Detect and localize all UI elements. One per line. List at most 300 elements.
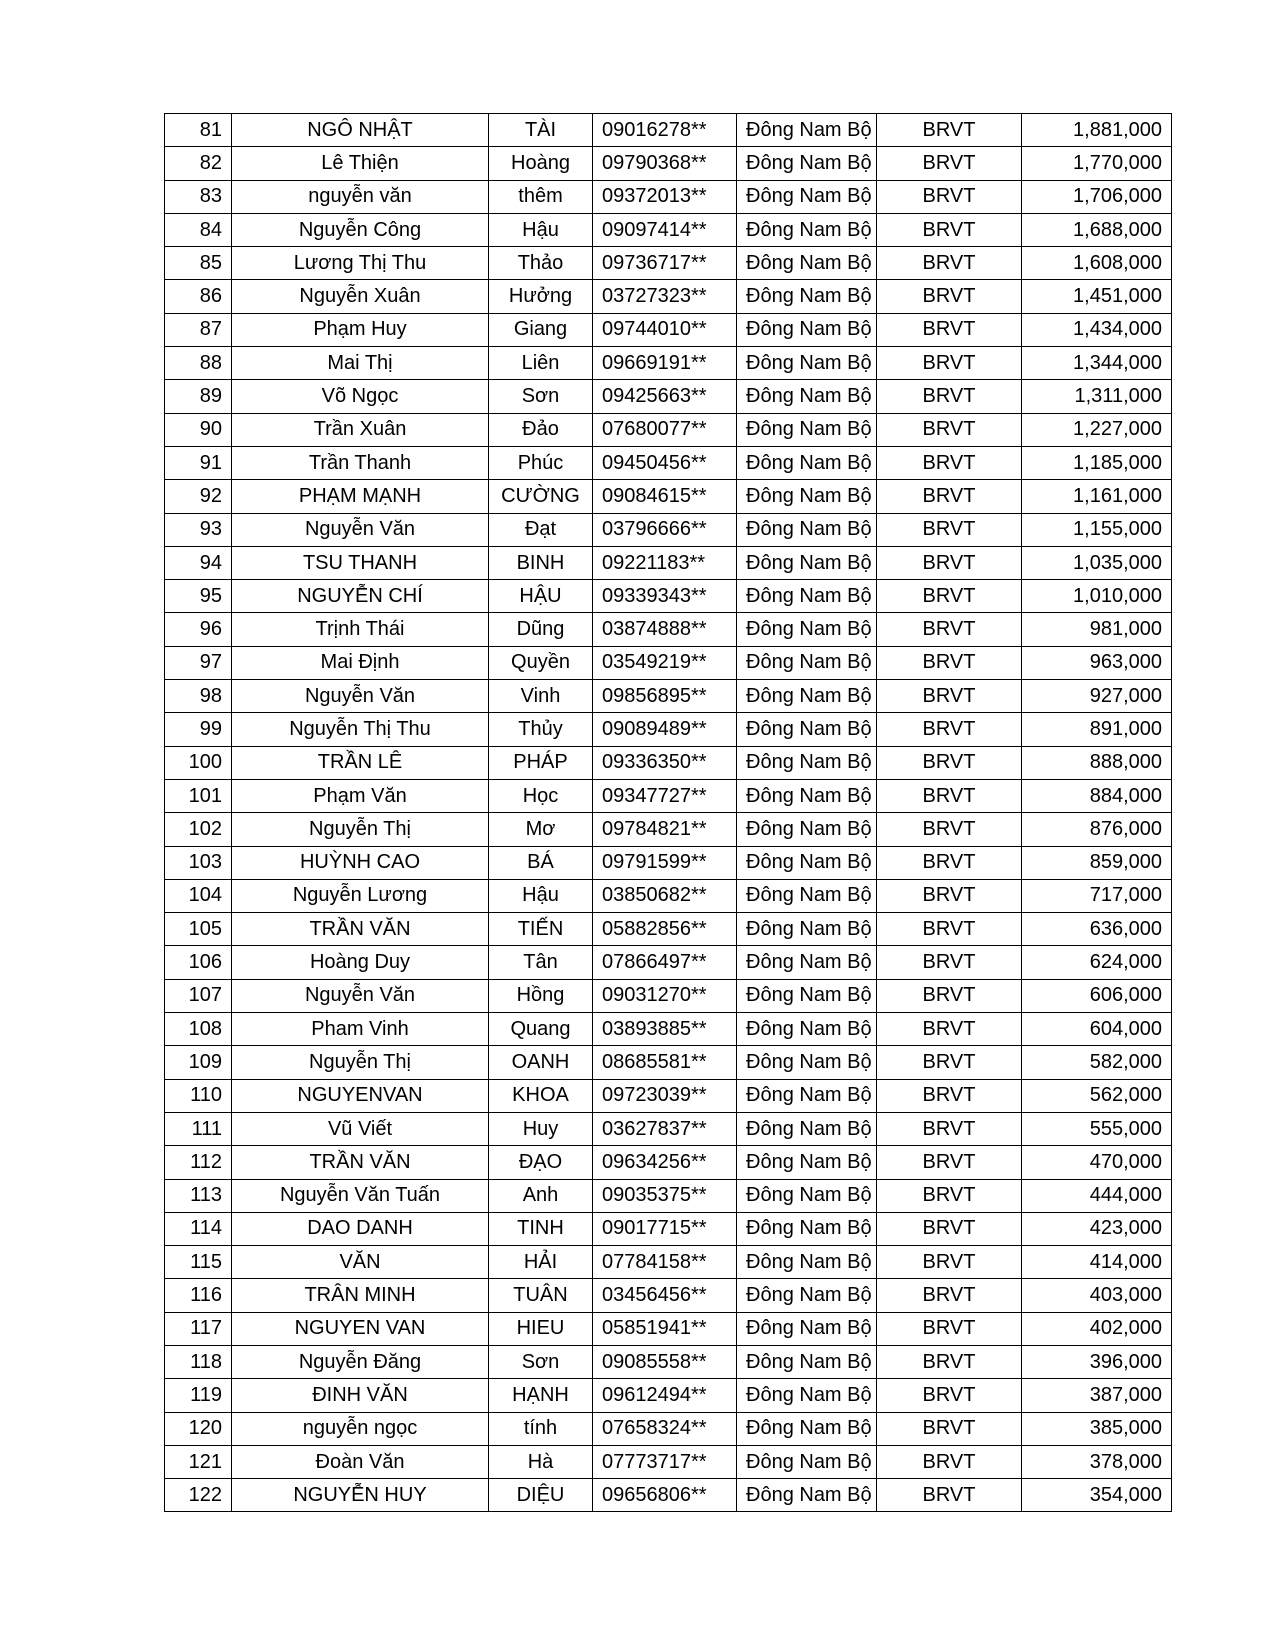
- phone-cell: 09736717**: [593, 247, 737, 280]
- table-row: [165, 1079, 1172, 1112]
- table-row: [165, 613, 1172, 646]
- given-name-cell: HẢI: [489, 1246, 593, 1279]
- amount-cell: 876,000: [1022, 813, 1172, 846]
- province-cell: BRVT: [877, 1046, 1022, 1079]
- province-cell: BRVT: [877, 646, 1022, 679]
- province-cell: BRVT: [877, 446, 1022, 479]
- surname-cell: NGUYENVAN: [232, 1079, 489, 1112]
- region-cell: Đông Nam Bộ: [737, 1079, 877, 1112]
- table-row: [165, 380, 1172, 413]
- surname-cell: nguyễn ngọc: [232, 1412, 489, 1445]
- amount-cell: 555,000: [1022, 1112, 1172, 1145]
- given-name-cell: HẠNH: [489, 1379, 593, 1412]
- region-cell: Đông Nam Bộ: [737, 879, 877, 912]
- row-number-cell: 112: [165, 1146, 232, 1179]
- given-name-cell: Anh: [489, 1179, 593, 1212]
- amount-cell: 1,706,000: [1022, 180, 1172, 213]
- province-cell: BRVT: [877, 513, 1022, 546]
- amount-cell: 354,000: [1022, 1479, 1172, 1512]
- given-name-cell: Sơn: [489, 380, 593, 413]
- amount-cell: 444,000: [1022, 1179, 1172, 1212]
- region-cell: Đông Nam Bộ: [737, 580, 877, 613]
- table-row: [165, 413, 1172, 446]
- province-cell: BRVT: [877, 280, 1022, 313]
- given-name-cell: DIỆU: [489, 1479, 593, 1512]
- phone-cell: 09097414**: [593, 213, 737, 246]
- row-number-cell: 84: [165, 213, 232, 246]
- amount-cell: 402,000: [1022, 1312, 1172, 1345]
- region-cell: Đông Nam Bộ: [737, 1379, 877, 1412]
- winners-table: [164, 113, 1172, 1512]
- amount-cell: 1,185,000: [1022, 446, 1172, 479]
- row-number-cell: 115: [165, 1246, 232, 1279]
- amount-cell: 403,000: [1022, 1279, 1172, 1312]
- row-number-cell: 121: [165, 1445, 232, 1478]
- region-cell: Đông Nam Bộ: [737, 546, 877, 579]
- province-cell: BRVT: [877, 147, 1022, 180]
- phone-cell: 09221183**: [593, 546, 737, 579]
- given-name-cell: Hậu: [489, 879, 593, 912]
- amount-cell: 1,227,000: [1022, 413, 1172, 446]
- phone-cell: 09634256**: [593, 1146, 737, 1179]
- region-cell: Đông Nam Bộ: [737, 1345, 877, 1378]
- table-row: [165, 446, 1172, 479]
- row-number-cell: 100: [165, 746, 232, 779]
- given-name-cell: thêm: [489, 180, 593, 213]
- row-number-cell: 96: [165, 613, 232, 646]
- given-name-cell: Hồng: [489, 979, 593, 1012]
- phone-cell: 09031270**: [593, 979, 737, 1012]
- province-cell: BRVT: [877, 347, 1022, 380]
- given-name-cell: Đảo: [489, 413, 593, 446]
- region-cell: Đông Nam Bộ: [737, 213, 877, 246]
- amount-cell: 606,000: [1022, 979, 1172, 1012]
- amount-cell: 1,010,000: [1022, 580, 1172, 613]
- table-row: [165, 147, 1172, 180]
- region-cell: Đông Nam Bộ: [737, 646, 877, 679]
- phone-cell: 09085558**: [593, 1345, 737, 1378]
- region-cell: Đông Nam Bộ: [737, 779, 877, 812]
- province-cell: BRVT: [877, 480, 1022, 513]
- province-cell: BRVT: [877, 1246, 1022, 1279]
- region-cell: Đông Nam Bộ: [737, 1312, 877, 1345]
- row-number-cell: 122: [165, 1479, 232, 1512]
- row-number-cell: 97: [165, 646, 232, 679]
- surname-cell: Đoàn Văn: [232, 1445, 489, 1478]
- region-cell: Đông Nam Bộ: [737, 1146, 877, 1179]
- surname-cell: PHẠM MẠNH: [232, 480, 489, 513]
- table-row: [165, 813, 1172, 846]
- given-name-cell: Thủy: [489, 713, 593, 746]
- region-cell: Đông Nam Bộ: [737, 280, 877, 313]
- surname-cell: Nguyễn Văn: [232, 513, 489, 546]
- amount-cell: 385,000: [1022, 1412, 1172, 1445]
- row-number-cell: 99: [165, 713, 232, 746]
- row-number-cell: 119: [165, 1379, 232, 1412]
- phone-cell: 09336350**: [593, 746, 737, 779]
- phone-cell: 03874888**: [593, 613, 737, 646]
- surname-cell: Trần Thanh: [232, 446, 489, 479]
- given-name-cell: Giang: [489, 313, 593, 346]
- phone-cell: 09723039**: [593, 1079, 737, 1112]
- surname-cell: HUỲNH CAO: [232, 846, 489, 879]
- row-number-cell: 111: [165, 1112, 232, 1145]
- given-name-cell: PHÁP: [489, 746, 593, 779]
- region-cell: Đông Nam Bộ: [737, 846, 877, 879]
- province-cell: BRVT: [877, 979, 1022, 1012]
- table-row: [165, 480, 1172, 513]
- given-name-cell: TINH: [489, 1212, 593, 1245]
- province-cell: BRVT: [877, 1345, 1022, 1378]
- region-cell: Đông Nam Bộ: [737, 713, 877, 746]
- amount-cell: 1,608,000: [1022, 247, 1172, 280]
- province-cell: BRVT: [877, 247, 1022, 280]
- province-cell: BRVT: [877, 813, 1022, 846]
- table-row: [165, 1046, 1172, 1079]
- surname-cell: ĐINH VĂN: [232, 1379, 489, 1412]
- region-cell: Đông Nam Bộ: [737, 979, 877, 1012]
- amount-cell: 888,000: [1022, 746, 1172, 779]
- row-number-cell: 81: [165, 114, 232, 147]
- amount-cell: 891,000: [1022, 713, 1172, 746]
- amount-cell: 414,000: [1022, 1246, 1172, 1279]
- phone-cell: 09425663**: [593, 380, 737, 413]
- region-cell: Đông Nam Bộ: [737, 613, 877, 646]
- surname-cell: Mai Định: [232, 646, 489, 679]
- row-number-cell: 82: [165, 147, 232, 180]
- region-cell: Đông Nam Bộ: [737, 1179, 877, 1212]
- phone-cell: 09656806**: [593, 1479, 737, 1512]
- row-number-cell: 83: [165, 180, 232, 213]
- given-name-cell: tính: [489, 1412, 593, 1445]
- phone-cell: 09744010**: [593, 313, 737, 346]
- amount-cell: 927,000: [1022, 680, 1172, 713]
- given-name-cell: Vinh: [489, 680, 593, 713]
- amount-cell: 859,000: [1022, 846, 1172, 879]
- table-row: [165, 979, 1172, 1012]
- row-number-cell: 117: [165, 1312, 232, 1345]
- given-name-cell: CƯỜNG: [489, 480, 593, 513]
- table-row: [165, 180, 1172, 213]
- table-body: [165, 114, 1172, 1512]
- surname-cell: Pham Vinh: [232, 1013, 489, 1046]
- row-number-cell: 86: [165, 280, 232, 313]
- phone-cell: 03549219**: [593, 646, 737, 679]
- surname-cell: Nguyễn Xuân: [232, 280, 489, 313]
- surname-cell: TRẦN LÊ: [232, 746, 489, 779]
- given-name-cell: KHOA: [489, 1079, 593, 1112]
- surname-cell: NGUYỄN HUY: [232, 1479, 489, 1512]
- table-row: [165, 846, 1172, 879]
- row-number-cell: 87: [165, 313, 232, 346]
- row-number-cell: 98: [165, 680, 232, 713]
- province-cell: BRVT: [877, 1479, 1022, 1512]
- phone-cell: 03627837**: [593, 1112, 737, 1145]
- province-cell: BRVT: [877, 879, 1022, 912]
- province-cell: BRVT: [877, 546, 1022, 579]
- surname-cell: DAO DANH: [232, 1212, 489, 1245]
- region-cell: Đông Nam Bộ: [737, 1112, 877, 1145]
- phone-cell: 09450456**: [593, 446, 737, 479]
- table-row: [165, 913, 1172, 946]
- table-row: [165, 247, 1172, 280]
- given-name-cell: Mơ: [489, 813, 593, 846]
- surname-cell: Lương Thị Thu: [232, 247, 489, 280]
- surname-cell: Phạm Văn: [232, 779, 489, 812]
- province-cell: BRVT: [877, 1445, 1022, 1478]
- province-cell: BRVT: [877, 1112, 1022, 1145]
- phone-cell: 03796666**: [593, 513, 737, 546]
- amount-cell: 1,311,000: [1022, 380, 1172, 413]
- province-cell: BRVT: [877, 213, 1022, 246]
- region-cell: Đông Nam Bộ: [737, 1412, 877, 1445]
- given-name-cell: Hưởng: [489, 280, 593, 313]
- province-cell: BRVT: [877, 846, 1022, 879]
- row-number-cell: 109: [165, 1046, 232, 1079]
- phone-cell: 09017715**: [593, 1212, 737, 1245]
- phone-cell: 05851941**: [593, 1312, 737, 1345]
- amount-cell: 470,000: [1022, 1146, 1172, 1179]
- row-number-cell: 113: [165, 1179, 232, 1212]
- given-name-cell: TIẾN: [489, 913, 593, 946]
- table-row: [165, 1112, 1172, 1145]
- row-number-cell: 110: [165, 1079, 232, 1112]
- surname-cell: Võ Ngọc: [232, 380, 489, 413]
- province-cell: BRVT: [877, 1013, 1022, 1046]
- amount-cell: 1,770,000: [1022, 147, 1172, 180]
- given-name-cell: TÀI: [489, 114, 593, 147]
- amount-cell: 387,000: [1022, 1379, 1172, 1412]
- province-cell: BRVT: [877, 1412, 1022, 1445]
- surname-cell: Nguyễn Văn: [232, 680, 489, 713]
- province-cell: BRVT: [877, 413, 1022, 446]
- phone-cell: 09856895**: [593, 680, 737, 713]
- surname-cell: Phạm Huy: [232, 313, 489, 346]
- row-number-cell: 105: [165, 913, 232, 946]
- winners-table-container: [164, 113, 1162, 1512]
- phone-cell: 05882856**: [593, 913, 737, 946]
- province-cell: BRVT: [877, 180, 1022, 213]
- phone-cell: 09790368**: [593, 147, 737, 180]
- phone-cell: 07866497**: [593, 946, 737, 979]
- amount-cell: 582,000: [1022, 1046, 1172, 1079]
- given-name-cell: ĐẠO: [489, 1146, 593, 1179]
- row-number-cell: 116: [165, 1279, 232, 1312]
- province-cell: BRVT: [877, 913, 1022, 946]
- phone-cell: 08685581**: [593, 1046, 737, 1079]
- amount-cell: 1,344,000: [1022, 347, 1172, 380]
- given-name-cell: Hậu: [489, 213, 593, 246]
- row-number-cell: 107: [165, 979, 232, 1012]
- province-cell: BRVT: [877, 1079, 1022, 1112]
- amount-cell: 1,155,000: [1022, 513, 1172, 546]
- row-number-cell: 102: [165, 813, 232, 846]
- phone-cell: 09347727**: [593, 779, 737, 812]
- table-row: [165, 1412, 1172, 1445]
- row-number-cell: 104: [165, 879, 232, 912]
- region-cell: Đông Nam Bộ: [737, 913, 877, 946]
- phone-cell: 09791599**: [593, 846, 737, 879]
- region-cell: Đông Nam Bộ: [737, 1046, 877, 1079]
- amount-cell: 423,000: [1022, 1212, 1172, 1245]
- phone-cell: 09339343**: [593, 580, 737, 613]
- surname-cell: nguyễn văn: [232, 180, 489, 213]
- region-cell: Đông Nam Bộ: [737, 147, 877, 180]
- phone-cell: 03456456**: [593, 1279, 737, 1312]
- surname-cell: Nguyễn Văn Tuấn: [232, 1179, 489, 1212]
- surname-cell: Hoàng Duy: [232, 946, 489, 979]
- table-row: [165, 1013, 1172, 1046]
- given-name-cell: Quyền: [489, 646, 593, 679]
- region-cell: Đông Nam Bộ: [737, 813, 877, 846]
- surname-cell: Mai Thị: [232, 347, 489, 380]
- region-cell: Đông Nam Bộ: [737, 413, 877, 446]
- province-cell: BRVT: [877, 746, 1022, 779]
- surname-cell: TSU THANH: [232, 546, 489, 579]
- province-cell: BRVT: [877, 1212, 1022, 1245]
- row-number-cell: 90: [165, 413, 232, 446]
- table-row: [165, 580, 1172, 613]
- table-row: [165, 213, 1172, 246]
- table-row: [165, 546, 1172, 579]
- row-number-cell: 91: [165, 446, 232, 479]
- region-cell: Đông Nam Bộ: [737, 114, 877, 147]
- province-cell: BRVT: [877, 946, 1022, 979]
- row-number-cell: 88: [165, 347, 232, 380]
- amount-cell: 717,000: [1022, 879, 1172, 912]
- amount-cell: 1,161,000: [1022, 480, 1172, 513]
- province-cell: BRVT: [877, 713, 1022, 746]
- phone-cell: 03893885**: [593, 1013, 737, 1046]
- table-row: [165, 1345, 1172, 1378]
- province-cell: BRVT: [877, 1279, 1022, 1312]
- row-number-cell: 101: [165, 779, 232, 812]
- province-cell: BRVT: [877, 114, 1022, 147]
- province-cell: BRVT: [877, 380, 1022, 413]
- row-number-cell: 108: [165, 1013, 232, 1046]
- phone-cell: 07658324**: [593, 1412, 737, 1445]
- phone-cell: 09669191**: [593, 347, 737, 380]
- phone-cell: 09372013**: [593, 180, 737, 213]
- surname-cell: Nguyễn Thị: [232, 813, 489, 846]
- table-row: [165, 646, 1172, 679]
- given-name-cell: Thảo: [489, 247, 593, 280]
- given-name-cell: Liên: [489, 347, 593, 380]
- amount-cell: 396,000: [1022, 1345, 1172, 1378]
- amount-cell: 378,000: [1022, 1445, 1172, 1478]
- amount-cell: 884,000: [1022, 779, 1172, 812]
- table-row: [165, 1146, 1172, 1179]
- province-cell: BRVT: [877, 580, 1022, 613]
- amount-cell: 1,434,000: [1022, 313, 1172, 346]
- given-name-cell: Phúc: [489, 446, 593, 479]
- surname-cell: Lê Thiện: [232, 147, 489, 180]
- region-cell: Đông Nam Bộ: [737, 680, 877, 713]
- given-name-cell: Hà: [489, 1445, 593, 1478]
- given-name-cell: Hoàng: [489, 147, 593, 180]
- table-row: [165, 513, 1172, 546]
- surname-cell: TRẦN VĂN: [232, 913, 489, 946]
- row-number-cell: 120: [165, 1412, 232, 1445]
- row-number-cell: 95: [165, 580, 232, 613]
- table-row: [165, 746, 1172, 779]
- province-cell: BRVT: [877, 613, 1022, 646]
- amount-cell: 1,688,000: [1022, 213, 1172, 246]
- phone-cell: 09084615**: [593, 480, 737, 513]
- surname-cell: NGUYỄN CHÍ: [232, 580, 489, 613]
- amount-cell: 1,451,000: [1022, 280, 1172, 313]
- phone-cell: 03850682**: [593, 879, 737, 912]
- province-cell: BRVT: [877, 1312, 1022, 1345]
- province-cell: BRVT: [877, 680, 1022, 713]
- amount-cell: 1,881,000: [1022, 114, 1172, 147]
- province-cell: BRVT: [877, 1179, 1022, 1212]
- row-number-cell: 103: [165, 846, 232, 879]
- surname-cell: VĂN: [232, 1246, 489, 1279]
- table-row: [165, 114, 1172, 147]
- region-cell: Đông Nam Bộ: [737, 1279, 877, 1312]
- table-row: [165, 779, 1172, 812]
- phone-cell: 07773717**: [593, 1445, 737, 1478]
- phone-cell: 09089489**: [593, 713, 737, 746]
- table-row: [165, 1479, 1172, 1512]
- region-cell: Đông Nam Bộ: [737, 513, 877, 546]
- region-cell: Đông Nam Bộ: [737, 746, 877, 779]
- region-cell: Đông Nam Bộ: [737, 946, 877, 979]
- surname-cell: Nguyễn Văn: [232, 979, 489, 1012]
- table-row: [165, 680, 1172, 713]
- surname-cell: TRÂN MINH: [232, 1279, 489, 1312]
- region-cell: Đông Nam Bộ: [737, 380, 877, 413]
- table-row: [165, 1312, 1172, 1345]
- row-number-cell: 93: [165, 513, 232, 546]
- table-row: [165, 280, 1172, 313]
- phone-cell: 09612494**: [593, 1379, 737, 1412]
- amount-cell: 604,000: [1022, 1013, 1172, 1046]
- row-number-cell: 92: [165, 480, 232, 513]
- phone-cell: 09035375**: [593, 1179, 737, 1212]
- region-cell: Đông Nam Bộ: [737, 446, 877, 479]
- given-name-cell: HẬU: [489, 580, 593, 613]
- region-cell: Đông Nam Bộ: [737, 1479, 877, 1512]
- row-number-cell: 114: [165, 1212, 232, 1245]
- region-cell: Đông Nam Bộ: [737, 1212, 877, 1245]
- amount-cell: 624,000: [1022, 946, 1172, 979]
- region-cell: Đông Nam Bộ: [737, 1013, 877, 1046]
- phone-cell: 07680077**: [593, 413, 737, 446]
- table-row: [165, 1179, 1172, 1212]
- table-row: [165, 1445, 1172, 1478]
- phone-cell: 09784821**: [593, 813, 737, 846]
- given-name-cell: Huy: [489, 1112, 593, 1145]
- table-row: [165, 879, 1172, 912]
- amount-cell: 981,000: [1022, 613, 1172, 646]
- surname-cell: TRẦN VĂN: [232, 1146, 489, 1179]
- table-row: [165, 946, 1172, 979]
- table-row: [165, 1246, 1172, 1279]
- given-name-cell: Sơn: [489, 1345, 593, 1378]
- surname-cell: Nguyễn Công: [232, 213, 489, 246]
- surname-cell: NGUYEN VAN: [232, 1312, 489, 1345]
- given-name-cell: HIEU: [489, 1312, 593, 1345]
- given-name-cell: Quang: [489, 1013, 593, 1046]
- region-cell: Đông Nam Bộ: [737, 480, 877, 513]
- given-name-cell: BINH: [489, 546, 593, 579]
- region-cell: Đông Nam Bộ: [737, 1445, 877, 1478]
- region-cell: Đông Nam Bộ: [737, 180, 877, 213]
- region-cell: Đông Nam Bộ: [737, 247, 877, 280]
- surname-cell: Nguyễn Đăng: [232, 1345, 489, 1378]
